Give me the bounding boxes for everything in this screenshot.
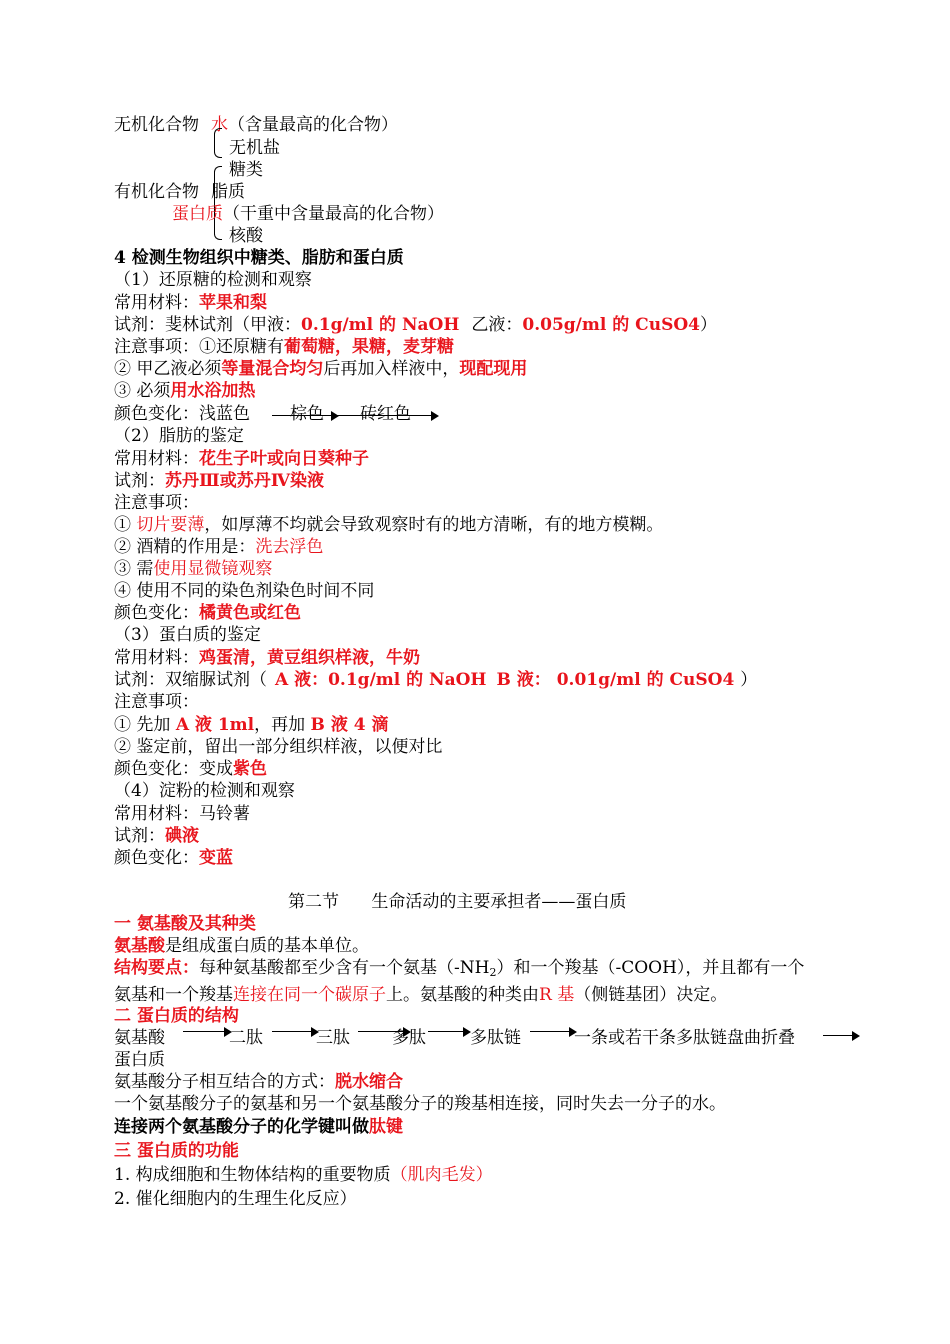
sugar-note-2 bbox=[114, 358, 527, 380]
highlight: 鸡蛋清，黄豆组织样液，牛奶 bbox=[199, 648, 420, 668]
label: 乙液： bbox=[471, 315, 523, 335]
fat-color bbox=[114, 602, 301, 624]
sugars-term: 糖类 bbox=[229, 160, 263, 180]
arrow-right-icon bbox=[530, 1031, 570, 1032]
chain-step: 一条或若干条多肽链盘曲折叠 bbox=[574, 1028, 795, 1048]
label: 每种氨基酸都至少含有一个氨基（-NH bbox=[199, 958, 490, 978]
sugar-note-1 bbox=[114, 336, 454, 358]
protein-note-1 bbox=[114, 714, 388, 736]
highlight: 等量混合均匀 bbox=[221, 359, 324, 379]
color-end: 砖红色 bbox=[360, 404, 411, 424]
highlight: A 液 1ml bbox=[175, 715, 255, 735]
label: ② 甲乙液必须 bbox=[114, 359, 222, 379]
function-1 bbox=[114, 1164, 493, 1186]
label: 试剂： bbox=[114, 826, 165, 846]
organic-label: 有机化合物 bbox=[114, 182, 199, 202]
heading-protein-structure: 二 蛋白质的结构 bbox=[114, 1006, 239, 1026]
structure-line-2 bbox=[114, 984, 727, 1006]
label: 颜色变化：浅蓝色 bbox=[114, 404, 250, 424]
highlight: 用水浴加热 bbox=[170, 381, 256, 401]
highlight: 现配现用 bbox=[459, 359, 528, 379]
organic-line bbox=[114, 181, 245, 203]
label: 颜色变化：变成 bbox=[114, 759, 233, 779]
highlight: 变蓝 bbox=[199, 848, 233, 868]
label: 常用材料： bbox=[114, 648, 199, 668]
label: ） bbox=[740, 670, 758, 690]
highlight: A 液：0.1g/ml 的 NaOH bbox=[275, 670, 487, 690]
label: ，再加 bbox=[254, 715, 311, 735]
starch-material: 常用材料：马铃薯 bbox=[114, 804, 250, 824]
highlight: （肌肉毛发） bbox=[390, 1165, 493, 1185]
highlight: 紫色 bbox=[233, 759, 267, 779]
fat-note-4: ④ 使用不同的染色剂染色时间不同 bbox=[114, 581, 375, 601]
label: 颜色变化： bbox=[114, 848, 199, 868]
sugar-color bbox=[114, 403, 411, 425]
protein-notes-label: 注意事项： bbox=[114, 692, 199, 712]
amino-acid-definition bbox=[114, 935, 369, 957]
highlight: 连接在同一个碳原子 bbox=[233, 985, 386, 1005]
heading-amino-acids: 一 氨基酸及其种类 bbox=[114, 914, 256, 934]
label: 后再加入样液中， bbox=[323, 359, 460, 379]
highlight: 结构要点： bbox=[114, 958, 199, 978]
highlight: 切片要薄 bbox=[136, 515, 205, 535]
label: 试剂：斐林试剂（甲液： bbox=[114, 315, 301, 335]
sugar-note-3 bbox=[114, 380, 255, 402]
sugar-heading: （1）还原糖的检测和观察 bbox=[114, 270, 312, 290]
label: ，如厚薄不均就会导致观察时有的地方清晰，有的地方模糊。 bbox=[204, 515, 664, 535]
heading-protein-function: 三 蛋白质的功能 bbox=[114, 1141, 239, 1161]
section-4-title: 4 检测生物组织中糖类、脂肪和蛋白质 bbox=[114, 248, 404, 268]
label: 试剂： bbox=[114, 471, 165, 491]
water-term: 水 bbox=[211, 115, 228, 135]
nucleic-term: 核酸 bbox=[229, 226, 263, 246]
highlight: 苹果和梨 bbox=[199, 293, 267, 313]
arrow-right-icon bbox=[183, 1031, 225, 1032]
highlight: 使用显微镜观察 bbox=[153, 559, 273, 579]
starch-color bbox=[114, 847, 233, 869]
highlight: 氨基酸 bbox=[114, 936, 165, 956]
bonding-method bbox=[114, 1071, 403, 1093]
chain-end: 蛋白质 bbox=[114, 1050, 165, 1070]
starch-heading: （4）淀粉的检测和观察 bbox=[114, 781, 295, 801]
arrow-right-icon bbox=[272, 1031, 312, 1032]
protein-reagent bbox=[114, 669, 757, 691]
label: ① 先加 bbox=[114, 715, 176, 735]
salts-term: 无机盐 bbox=[229, 138, 280, 158]
structure-line-1 bbox=[114, 957, 804, 984]
fat-note-1 bbox=[114, 514, 663, 536]
highlight: 苏丹Ⅲ或苏丹Ⅳ染液 bbox=[165, 471, 324, 491]
chain-step: 多肽链 bbox=[470, 1028, 521, 1048]
protein-line bbox=[172, 203, 444, 225]
arrow-right-icon bbox=[334, 415, 432, 416]
label: ② 酒精的作用是： bbox=[114, 537, 256, 557]
lipids-term: 脂质 bbox=[211, 182, 245, 202]
label: 注意事项：①还原糖有 bbox=[114, 337, 284, 357]
label: 氨基和一个羧基 bbox=[114, 985, 233, 1005]
protein-note-2: ② 鉴定前，留出一部分组织样液，以便对比 bbox=[114, 737, 443, 757]
dehydration-description: 一个氨基酸分子的氨基和另一个氨基酸分子的羧基相连接，同时失去一分子的水。 bbox=[114, 1094, 726, 1114]
highlight: 脱水缩合 bbox=[335, 1072, 403, 1092]
color-mid: 棕色 bbox=[290, 404, 324, 424]
fat-material bbox=[114, 448, 369, 470]
chain-step: 氨基酸 bbox=[114, 1028, 165, 1048]
starch-reagent bbox=[114, 825, 199, 847]
protein-material bbox=[114, 647, 420, 669]
highlight: B 液 4 滴 bbox=[310, 715, 389, 735]
protein-term: 蛋白质 bbox=[172, 204, 223, 224]
label: 连接两个氨基酸分子的化学键叫做 bbox=[114, 1117, 369, 1137]
fat-note-3 bbox=[114, 558, 272, 580]
highlight: 洗去浮色 bbox=[255, 537, 324, 557]
inorganic-brace bbox=[214, 128, 222, 158]
function-2: 2. 催化细胞内的生理生化反应） bbox=[114, 1189, 357, 1209]
label: 1. 构成细胞和生物体结构的重要物质 bbox=[114, 1165, 391, 1185]
highlight: 肽键 bbox=[369, 1117, 403, 1137]
label: ） bbox=[699, 315, 717, 335]
highlight: B 液： 0.01g/ml 的 CuSO4 bbox=[496, 670, 735, 690]
peptide-bond-line bbox=[114, 1116, 403, 1138]
protein-color bbox=[114, 758, 267, 780]
fat-notes-label: 注意事项： bbox=[114, 493, 199, 513]
chain-step: 三肽 bbox=[316, 1028, 350, 1048]
sugar-reagent bbox=[114, 314, 717, 336]
highlight: 碘液 bbox=[165, 826, 199, 846]
label: 常用材料： bbox=[114, 293, 199, 313]
water-note: （含量最高的化合物） bbox=[228, 115, 398, 135]
arrow-right-icon bbox=[823, 1035, 853, 1036]
highlight: 花生子叶或向日葵种子 bbox=[199, 449, 369, 469]
section-2-title: 第二节 生命活动的主要承担者——蛋白质 bbox=[288, 892, 627, 912]
label: 氨基酸分子相互结合的方式： bbox=[114, 1072, 335, 1092]
inorganic-line bbox=[114, 114, 398, 136]
label: 试剂：双缩脲试剂（ bbox=[114, 670, 267, 690]
highlight: R 基 bbox=[539, 985, 575, 1005]
chain-step: 多肽 bbox=[392, 1028, 426, 1048]
highlight: 0.1g/ml 的 NaOH bbox=[301, 315, 460, 335]
inorganic-label: 无机化合物 bbox=[114, 115, 199, 135]
fat-note-2 bbox=[114, 536, 323, 558]
highlight: 橘黄色或红色 bbox=[199, 603, 301, 623]
fat-heading: （2）脂肪的鉴定 bbox=[114, 426, 244, 446]
subscript: 2 bbox=[489, 966, 497, 979]
highlight: 葡萄糖，果糖，麦芽糖 bbox=[284, 337, 454, 357]
highlight: 0.05g/ml 的 CuSO4 bbox=[522, 315, 700, 335]
label: 是组成蛋白质的基本单位。 bbox=[165, 936, 369, 956]
arrow-right-icon bbox=[428, 1031, 464, 1032]
label: ③ 必须 bbox=[114, 381, 171, 401]
fat-reagent bbox=[114, 470, 324, 492]
protein-note: （干重中含量最高的化合物） bbox=[223, 204, 444, 224]
label: 上。氨基酸的种类由 bbox=[386, 985, 539, 1005]
chain-step: 二肽 bbox=[229, 1028, 263, 1048]
label: ① bbox=[114, 515, 137, 535]
label: ）和一个羧基（-COOH），并且都有一个 bbox=[496, 958, 805, 978]
label: ③ 需 bbox=[114, 559, 154, 579]
label: 颜色变化： bbox=[114, 603, 199, 623]
arrow-right-icon bbox=[272, 415, 332, 416]
label: （侧链基团）决定。 bbox=[574, 985, 728, 1005]
protein-test-heading: （3）蛋白质的鉴定 bbox=[114, 625, 261, 645]
sugar-material bbox=[114, 292, 267, 314]
label: 常用材料： bbox=[114, 449, 199, 469]
